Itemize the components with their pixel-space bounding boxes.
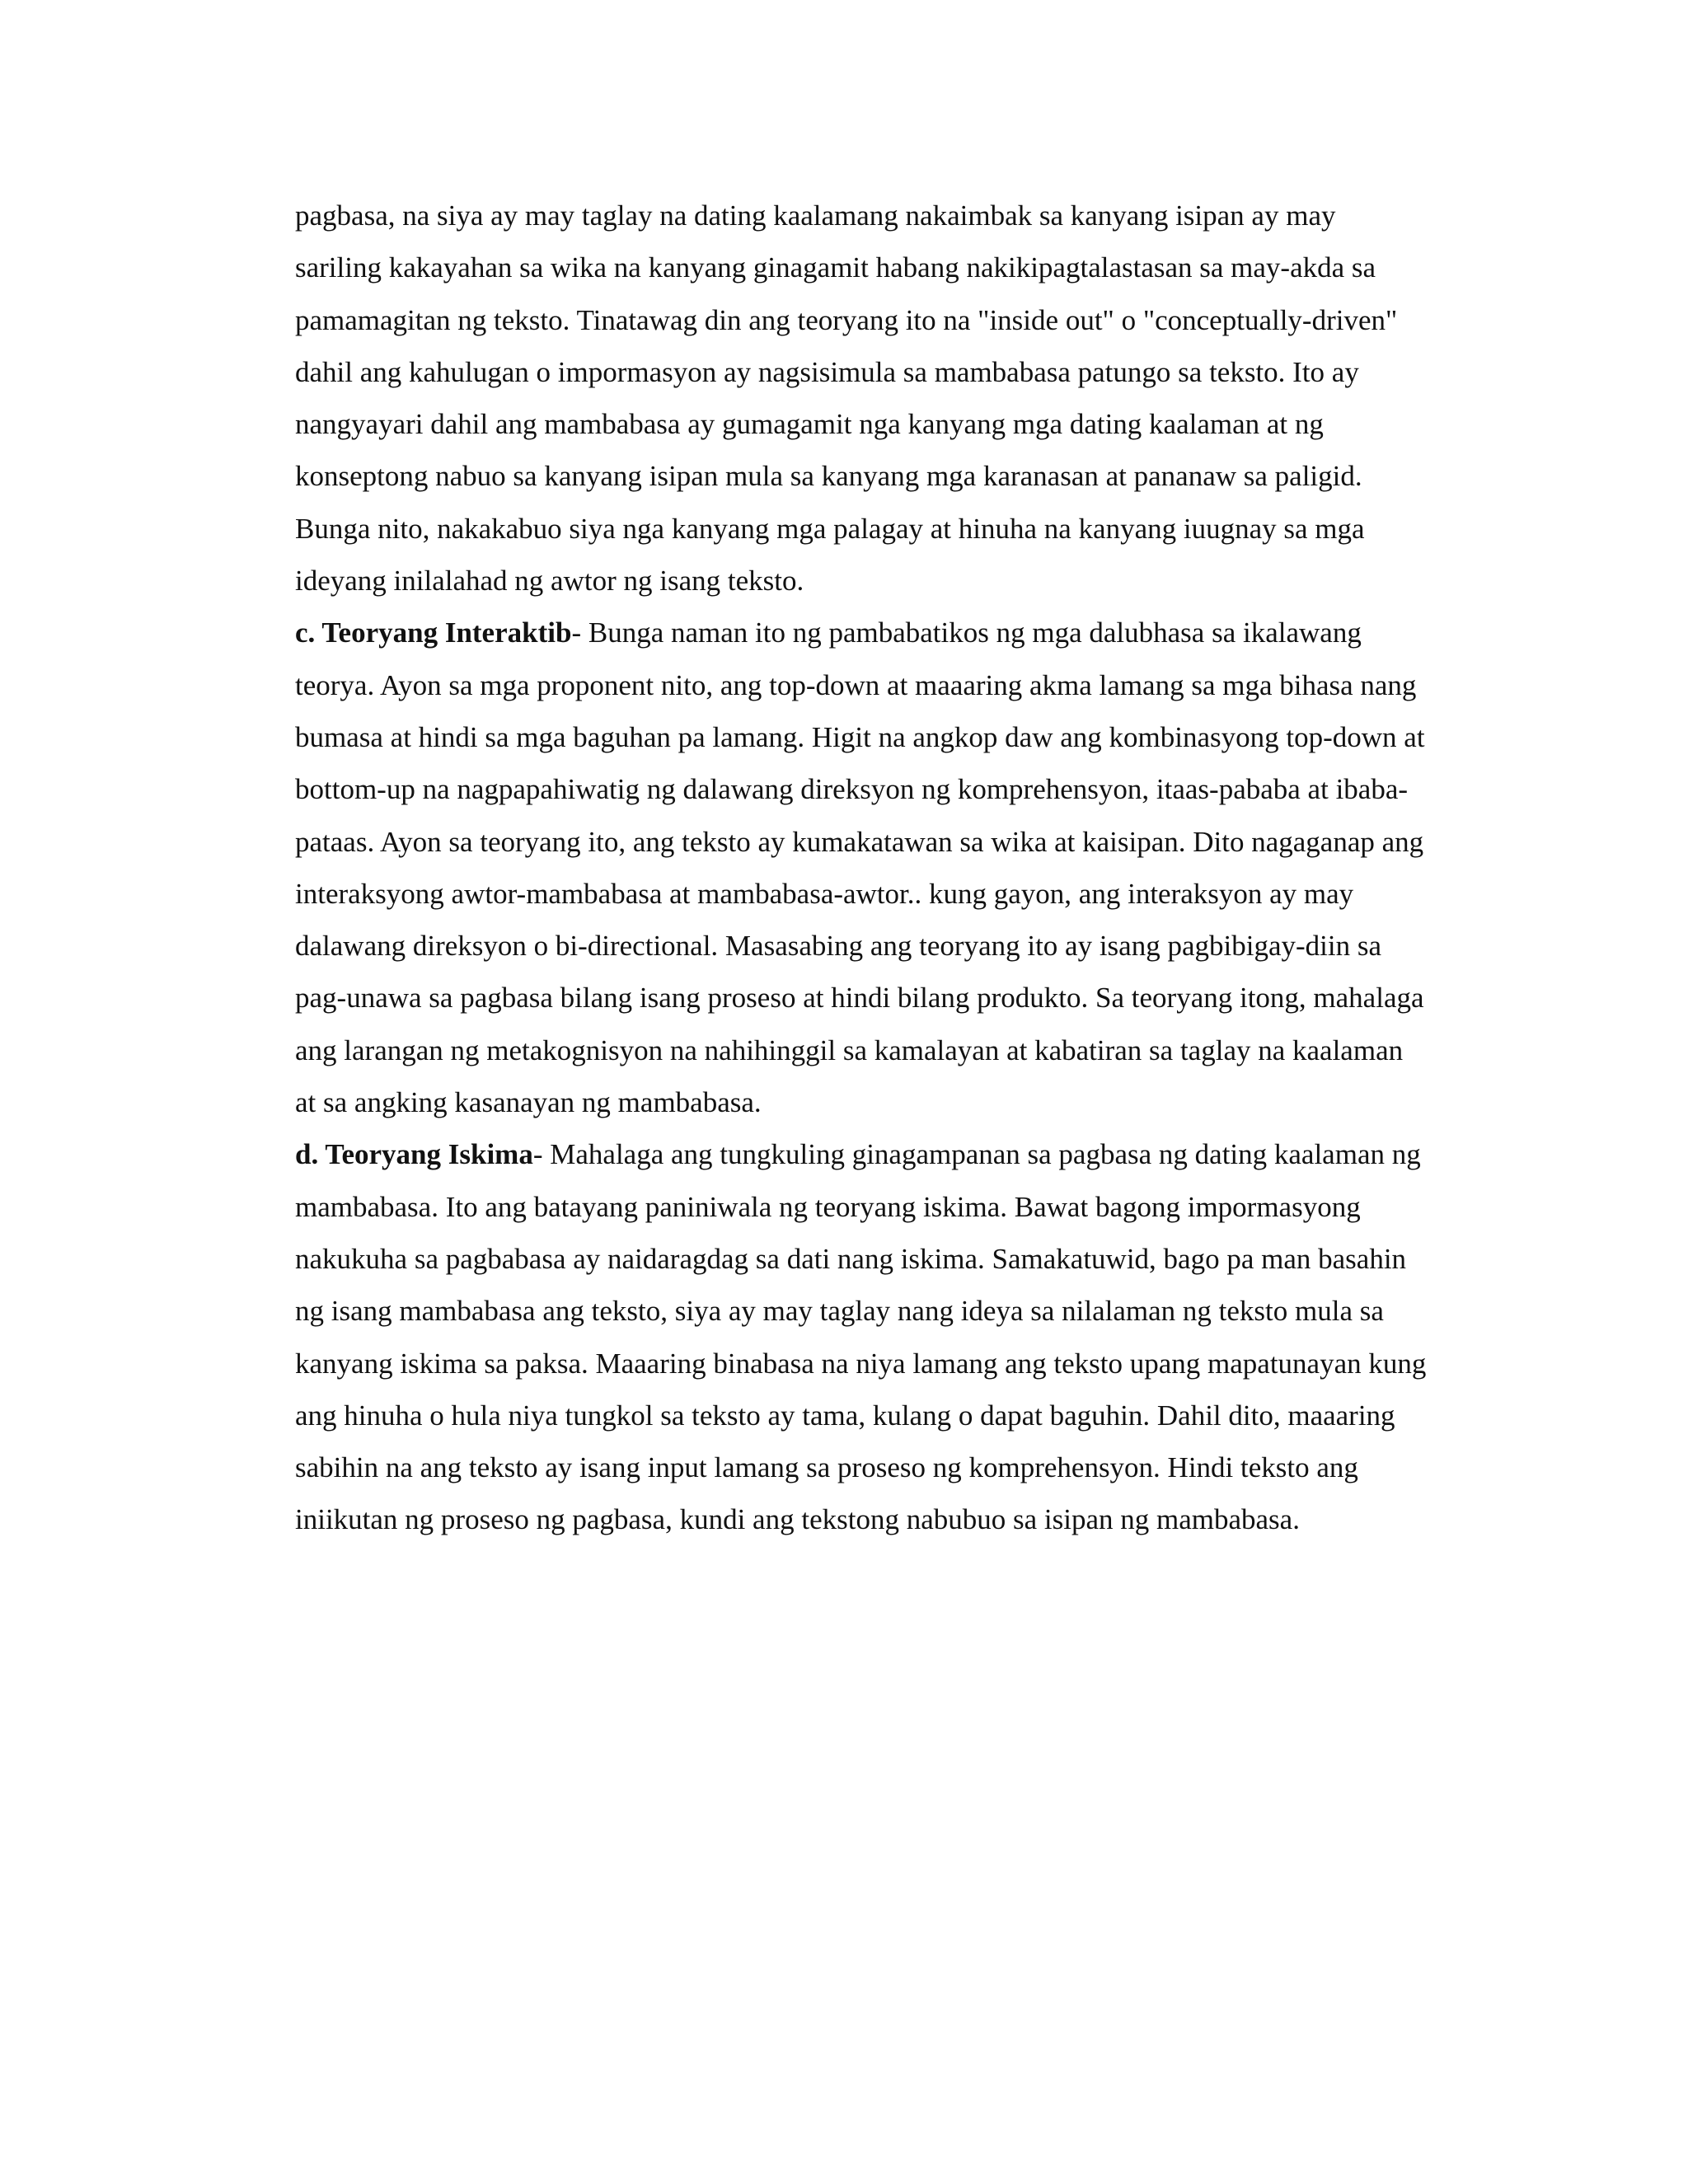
text-line: bottom-up na nagpapahiwatig ng dalawang direksyon ng komprehensyon, itaas-pababa at ibaba- <box>295 773 1409 806</box>
text-line: pamamagitan ng teksto. Tinatawag din ang teoryang ito na "inside out" o "conceptually-driven" <box>295 303 1398 336</box>
text-line: mambabasa. Ito ang batayang paniniwala ng teoryang iskima. Bawat bagong impormasyong <box>295 1190 1361 1223</box>
text-line: kanyang iskima sa paksa. Maaaring binabasa na niya lamang ang teksto upang mapatunayan kung <box>295 1347 1427 1380</box>
text-line: Bunga nito, nakakabuo siya nga kanyang mga palagay at hinuha na kanyang iuugnay sa mga <box>295 512 1365 545</box>
text-line: dalawang direksyon o bi-directional. Masasabing ang teoryang ito ay isang pagbibigay-diin sa <box>295 930 1381 963</box>
text-line: pataas. Ayon sa teoryang ito, ang teksto ay kumakatawan sa wika at kaisipan. Dito nagaganap ang <box>295 825 1424 858</box>
intro-paragraph <box>295 190 1482 607</box>
text-line: interaksyong awtor-mambabasa at mambabasa-awtor.. kung gayon, ang interaksyon ay may <box>295 877 1354 910</box>
text-line: konseptong nabuo sa kanyang isipan mula sa kanyang mga karanasan at pananaw sa paligid. <box>295 460 1362 493</box>
section-first-line <box>295 1128 1482 1180</box>
section-heading-interaktib: c. Teoryang Interaktib <box>295 616 572 649</box>
section-first-line <box>295 607 1482 658</box>
text-line: sabihin na ang teksto ay isang input lamang sa proseso ng komprehensyon. Hindi teksto ang <box>295 1451 1358 1484</box>
text-line: dahil ang kahulugan o impormasyon ay nagsisimula sa mambabasa patungo sa teksto. Ito ay <box>295 355 1359 388</box>
text-line: ng isang mambabasa ang teksto, siya ay may taglay nang ideya sa nilalaman ng teksto mula sa <box>295 1295 1384 1328</box>
text-line: iniikutan ng proseso ng pagbasa, kundi ang tekstong nabubuo sa isipan ng mambabasa. <box>295 1503 1300 1536</box>
text-line: bumasa at hindi sa mga baguhan pa lamang. Higit na angkop daw ang kombinasyong top-down at <box>295 720 1425 753</box>
text-line: at sa angking kasanayan ng mambabasa. <box>295 1086 762 1119</box>
section-heading-iskima: d. Teoryang Iskima <box>295 1138 533 1171</box>
text-line: ang hinuha o hula niya tungkol sa teksto ay tama, kulang o dapat baguhin. Dahil dito, maaaring <box>295 1399 1395 1432</box>
text-line: ang larangan ng metakognisyon na nahihinggil sa kamalayan at kabatiran sa taglay na kaalaman <box>295 1033 1404 1066</box>
text-line: nakukuha sa pagbabasa ay naidaragdag sa dati nang iskima. Samakatuwid, bago pa man basahin <box>295 1242 1407 1275</box>
text-line: nangyayari dahil ang mambabasa ay gumagamit nga kanyang mga dating kaalaman at ng <box>295 408 1324 441</box>
text-line: sariling kakayahan sa wika na kanyang ginagamit habang nakikipagtalastasan sa may-akda sa <box>295 251 1376 284</box>
section-iskima <box>295 1128 1482 1545</box>
section-first-line-text: - Bunga naman ito ng pambabatikos ng mga dalubhasa sa ikalawang <box>571 616 1362 649</box>
text-line: pagbasa, na siya ay may taglay na dating kaalamang nakaimbak sa kanyang isipan ay may <box>295 199 1336 232</box>
text-line: pag-unawa sa pagbasa bilang isang proseso at hindi bilang produkto. Sa teoryang itong, mahalaga <box>295 982 1424 1015</box>
section-interaktib <box>295 607 1482 1128</box>
document-body <box>295 190 1482 1546</box>
text-line: teorya. Ayon sa mga proponent nito, ang top-down at maaaring akma lamang sa mga bihasa nang <box>295 668 1417 701</box>
text-line: ideyang inilalahad ng awtor ng isang teksto. <box>295 565 804 598</box>
section-first-line-text: - Mahalaga ang tungkuling ginagampanan sa pagbasa ng dating kaalaman ng <box>532 1138 1421 1171</box>
